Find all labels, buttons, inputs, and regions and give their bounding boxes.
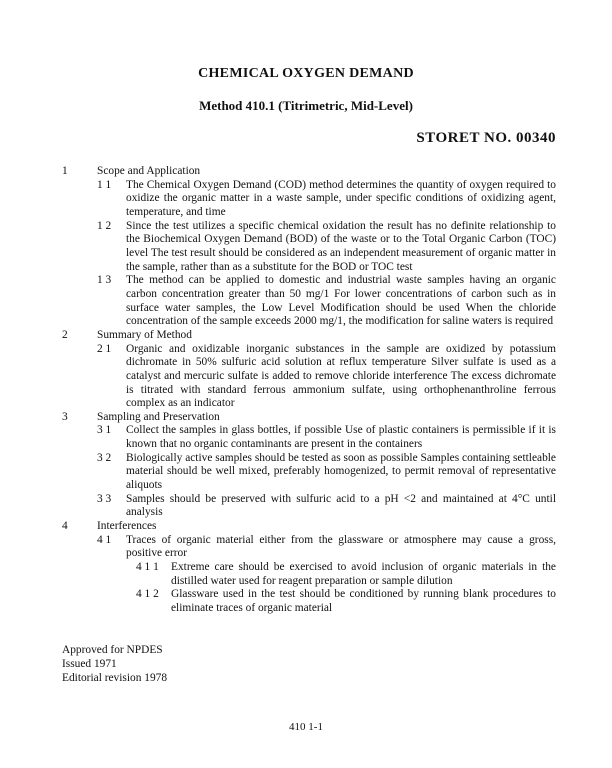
- section-heading: Sampling and Preservation: [97, 410, 220, 423]
- item-number: 1 3: [97, 274, 112, 287]
- approval-block: [62, 644, 167, 685]
- section-number: 3: [62, 410, 68, 423]
- subitem-text: Glassware used in the test should be conditioned by running blank procedures to eliminate traces of organic material: [171, 588, 556, 614]
- section-item: [97, 220, 556, 275]
- section-heading: Summary of Method: [97, 328, 192, 341]
- section-item: [97, 343, 556, 411]
- document-body: [62, 165, 556, 616]
- issued-line: Issued 1971: [62, 657, 117, 670]
- section-item: [97, 493, 556, 520]
- item-number: 1 1: [97, 178, 112, 191]
- section: [62, 411, 556, 520]
- item-text: Organic and oxidizable inorganic substances in the sample are oxidized by potassium dichromate in 50% sulfuric acid solution at reflux temperature Silver sulfate is used as a catalyst and mercuric sulfate is added to remove chloride interference The excess dichromate is titrated with standard ferrous ammonium sulfate, using orthophenanthroline ferrous complex as an indicator: [126, 342, 556, 410]
- section-item: [97, 424, 556, 451]
- item-number: 3 3: [97, 492, 112, 505]
- item-number: 3 2: [97, 451, 112, 464]
- item-text: Since the test utilizes a specific chemical oxidation the result has no definite relationship to the Biochemical Oxygen Demand (BOD) of the waste or to the Total Organic Carbon (TOC) level The test result should be considered as an independent measurement of organic matter in the sample, rather than as a substitute for the BOD or TOC test: [126, 219, 556, 273]
- section: [62, 329, 556, 411]
- subitem-number: 4 1 2: [136, 588, 159, 601]
- section-item: [97, 274, 556, 329]
- section-item: [97, 179, 556, 220]
- item-text: The Chemical Oxygen Demand (COD) method determines the quantity of oxygen required to oxidize the organic matter in a waste sample, under specific conditions of oxidizing agent, temperature, and time: [126, 178, 556, 218]
- section-number: 1: [62, 165, 68, 177]
- storet-number: STORET NO. 00340: [416, 130, 556, 146]
- revision-line: Editorial revision 1978: [62, 671, 168, 684]
- item-number: 1 2: [97, 219, 112, 232]
- approval-line: Approved for NPDES: [62, 644, 163, 656]
- document-title: CHEMICAL OXYGEN DEMAND: [198, 66, 414, 81]
- item-text: Traces of organic material either from the glassware or atmosphere may cause a gross, positive error: [126, 533, 556, 560]
- section-heading: Scope and Application: [97, 165, 201, 177]
- item-text: Collect the samples in glass bottles, if possible Use of plastic containers is permissible if it is known that no organic contaminants are present in the containers: [126, 424, 556, 451]
- section-number: 4: [62, 520, 68, 533]
- subitem-number: 4 1 1: [136, 561, 159, 574]
- section-heading: Interferences: [97, 520, 157, 533]
- item-number: 4 1: [97, 533, 112, 546]
- subitem: [136, 588, 556, 615]
- section-item: [97, 452, 556, 493]
- section: [62, 520, 556, 616]
- section: [62, 165, 556, 329]
- method-subtitle: Method 410.1 (Titrimetric, Mid-Level): [199, 98, 413, 113]
- page-number: 410 1-1: [289, 721, 323, 733]
- subitem: [136, 561, 556, 588]
- subitem-text: Extreme care should be exercised to avoid inclusion of organic materials in the distilled water used for reagent preparation or sample dilution: [171, 561, 556, 587]
- item-text: Biologically active samples should be tested as soon as possible Samples containing settleable material should be well mixed, preferably homogenized, to permit removal of representative aliquots: [126, 451, 556, 492]
- item-text: Samples should be preserved with sulfuric acid to a pH <2 and maintained at 4°C until analysis: [126, 492, 556, 519]
- section-number: 2: [62, 328, 68, 341]
- item-number: 2 1: [97, 342, 112, 355]
- section-item: [97, 534, 556, 616]
- item-number: 3 1: [97, 424, 112, 437]
- item-text: The method can be applied to domestic and industrial waste samples having an organic carbon concentration greater than 50 mg/1 For lower concentrations of carbon such as in surface water samples, the Low Level Modification should be used When the chloride concentration of the sample exceeds 2000 mg/1, the modification for saline waters is required: [126, 274, 556, 328]
